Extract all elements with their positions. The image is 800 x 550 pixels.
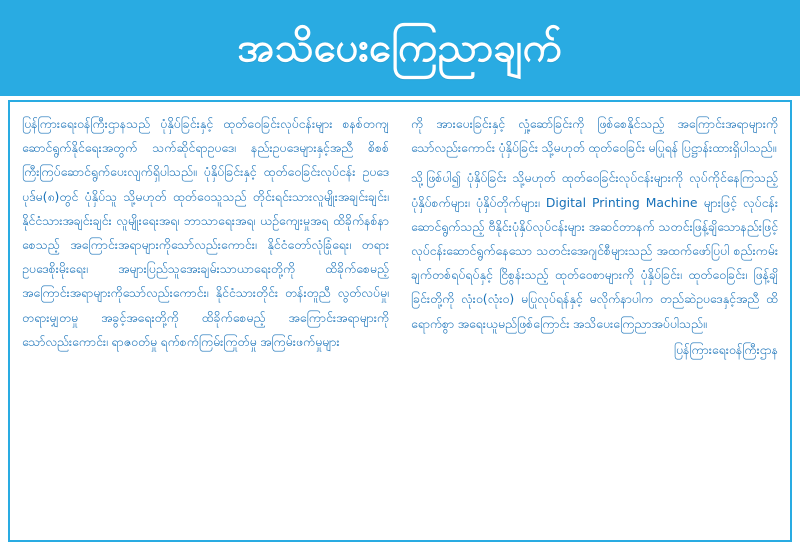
left-paragraph-1: ပြန်ကြားရေးဝန်ကြီးဌာနသည် ပုံနှိပ်ခြင်းနှင့် ထုတ်ဝေခြင်းလုပ်ငန်းများ စနစ်တကျ ဆောင်ရွက်နိုင်ရေးအတွက် သက်ဆိုင်ရာဥပဒေ၊ နည်းဥပဒေများနှင့်အညီ စိစစ်ကြီးကြပ်ဆောင်ရွက်ပေးလျက်ရှိပါသည်။ ပုံနှိပ်ခြင်းနှင့် ထုတ်ဝေခြင်းလုပ်ငန်း ဥပဒေပုဒ်မ(၈)တွင် ပုံနှိပ်သူ သို့မဟုတ် ထုတ်ဝေသူသည် တိုင်းရင်းသားလူမျိုးအချင်းချင်း၊ နိုင်ငံသားအချင်းချင်း လူမျိုးရေးအရ၊ ဘာသာရေးအရ၊ ယဉ်ကျေးမှုအရ ထိခိုက်နစ်နာစေသည့် အကြောင်းအရာများကိုသော်လည်းကောင်း၊ နိုင်ငံတော်လုံခြုံရေး၊ တရားဥပဒေစိုးမိုးရေး၊ အများပြည်သူအေးချမ်းသာယာရေးတို့ကို ထိခိုက်စေမည့် အကြောင်းအရာများကိုသော်လည်းကောင်း၊ နိုင်ငံသားတိုင်း တန်းတူညီ လွတ်လပ်မှု၊ တရားမျှတမှု အခွင့်အရေးတို့ကို ထိခိုက်စေမည့် အကြောင်းအရာများကိုသော်လည်းကောင်း၊ ရာဇဝတ်မှု ရက်စက်ကြမ်းကြုတ်မှု အကြမ်းဖက်မှုများ <box>22 116 389 349</box>
page-title: အသိပေးကြေညာချက် <box>237 25 563 71</box>
left-column <box>22 112 389 532</box>
ministry-signature: ပြန်ကြားရေးဝန်ကြီးဌာန <box>673 341 778 357</box>
header-band <box>0 0 800 96</box>
announcement-body-frame <box>8 100 792 542</box>
right-paragraph-2: သို့ဖြစ်ပါ၍ ပုံနှိပ်ခြင်း သို့မဟုတ် ထုတ်ဝေခြင်းလုပ်ငန်းများကို လုပ်ကိုင်နေကြသည့် ပုံနှိပ်စက်များ၊ ပုံနှိပ်တိုက်များ၊ Digital Printing Machine များဖြင့် လုပ်ငန်းဆောင်ရွက်သည့် ဗီနိုင်းပုံနှိပ်လုပ်ငန်းများ အဆင်တာနက် သတင်းဖြန့်ချိသောနည်းဖြင့် လုပ်ငန်းဆောင်ရွက်နေသော သတင်းအေဂျင်စီများသည် အထက်ဖော်ပြပါ စည်းကမ်းချက်တစ်ရပ်ရပ်နှင့် ငြိစွန်းသည့် ထုတ်ဝေစာများကို ပုံနှိပ်ခြင်း၊ ထုတ်ဝေခြင်း၊ ဖြန့်ချိခြင်းတို့ကို လုံးဝ(လုံးဝ) မပြုလုပ်ရန်နှင့် မလိုက်နာပါက တည်ဆဲဥပဒေနှင့်အညီ ထိရောက်စွာ အရေးယူမည်ဖြစ်ကြောင်း အသိပေးကြေညာအပ်ပါသည်။ <box>411 170 778 331</box>
right-column <box>411 112 778 532</box>
right-paragraph-1: ကို အားပေးခြင်းနှင့် လှုံ့ဆော်ခြင်းကို ဖြစ်စေနိုင်သည့် အကြောင်းအရာများကိုသော်လည်းကောင်း ပုံနှိပ်ခြင်း သို့မဟုတ် ထုတ်ဝေခြင်း မပြုရန် ပြဋ္ဌာန်းထားရှိပါသည်။ <box>411 116 778 156</box>
two-column-layout <box>22 112 778 532</box>
